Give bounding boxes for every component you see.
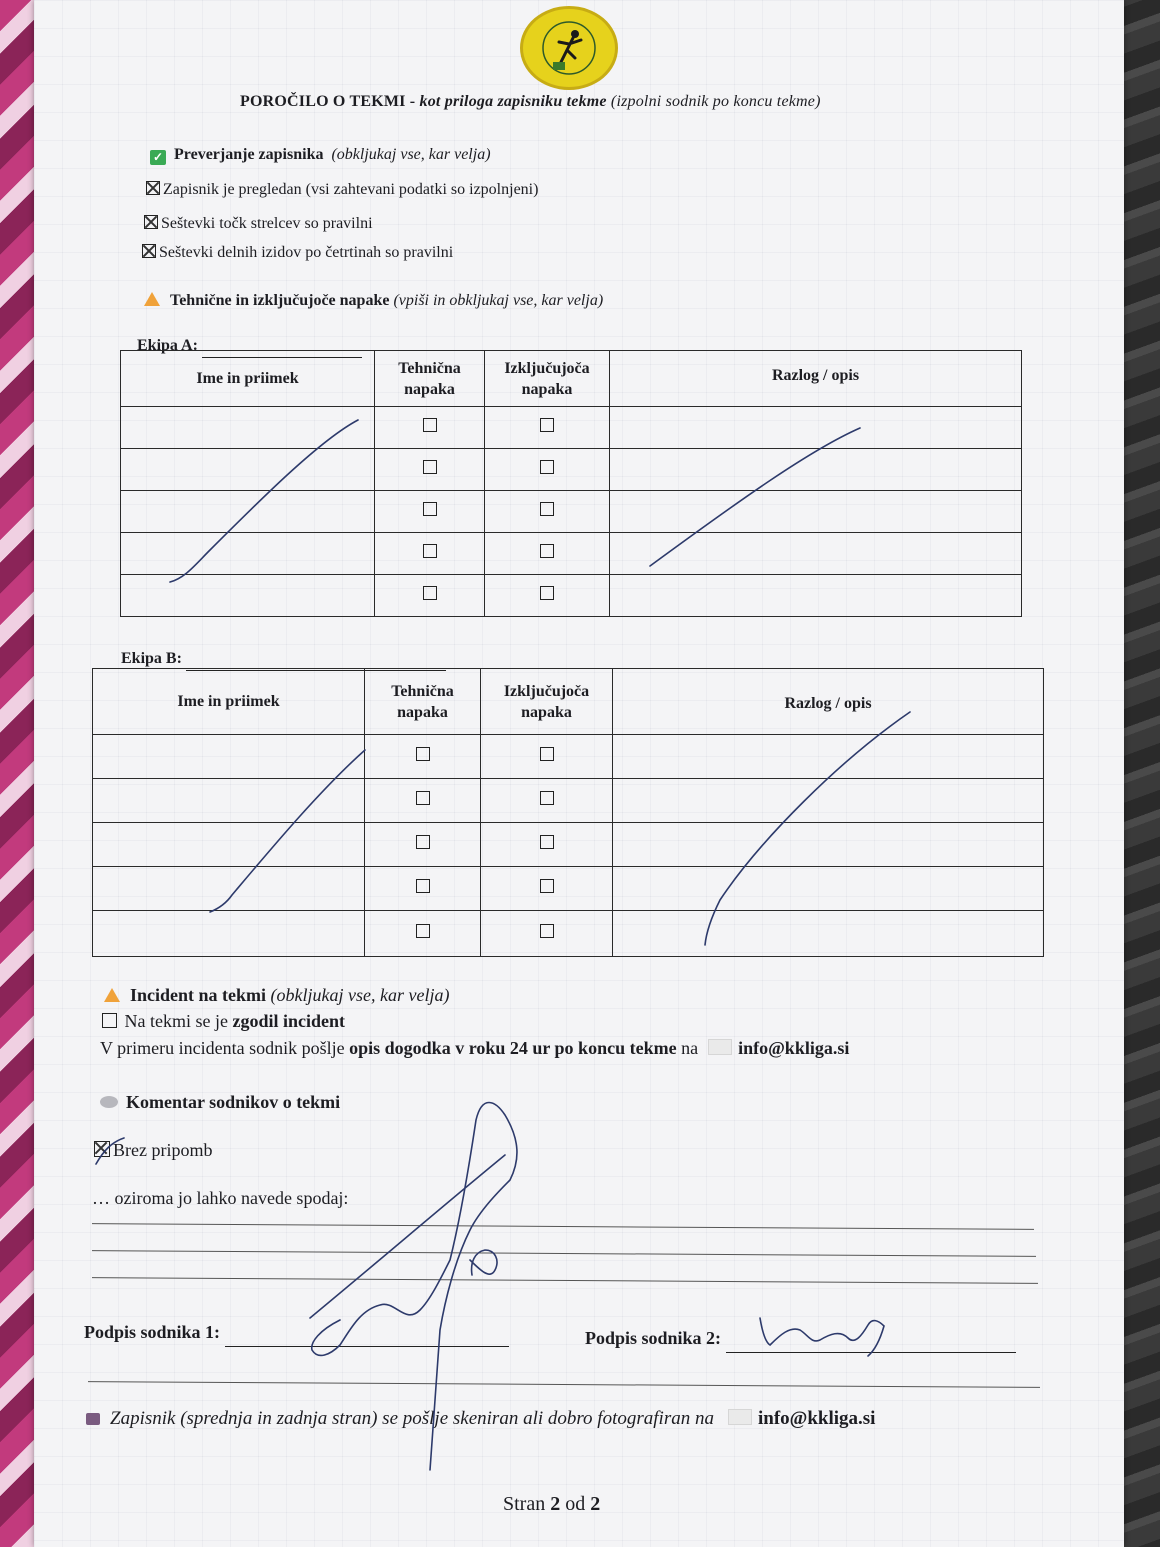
reason-cell[interactable] <box>610 533 1022 575</box>
col-tech-header: Tehnična napaka <box>375 351 485 407</box>
table-row <box>93 779 1044 823</box>
name-cell[interactable] <box>121 407 375 449</box>
tech-cell[interactable] <box>365 779 481 823</box>
checkbox-icon[interactable] <box>540 835 554 849</box>
tech-cell[interactable] <box>375 449 485 491</box>
envelope-icon <box>728 1409 752 1425</box>
signature-2-field[interactable] <box>726 1331 1016 1353</box>
check-item-2-label: Seštevki točk strelcev so pravilni <box>161 215 373 232</box>
speech-bubble-icon <box>100 1096 118 1108</box>
checkbox-checked-icon[interactable] <box>142 244 156 258</box>
team-a-label-text: Ekipa A: <box>137 337 198 354</box>
incident-title: Incident na tekmi <box>130 985 267 1005</box>
title-main: POROČILO O TEKMI - <box>240 93 420 110</box>
checkbox-icon[interactable] <box>540 879 554 893</box>
table-header-row <box>121 351 1022 407</box>
table-row <box>121 449 1022 491</box>
envelope-icon <box>708 1039 732 1055</box>
signature-2-row <box>585 1328 1016 1353</box>
basketball-player-icon <box>539 18 599 78</box>
incident-note-post: na <box>676 1038 699 1058</box>
warning-icon <box>104 988 120 1002</box>
check-item-2[interactable] <box>144 215 373 233</box>
reason-cell[interactable] <box>610 575 1022 617</box>
check-section-subtitle: (obkljukaj vse, kar velja) <box>331 146 491 163</box>
checkbox-icon[interactable] <box>416 747 430 761</box>
table-row <box>93 823 1044 867</box>
excl-cell[interactable] <box>481 823 613 867</box>
incident-heading <box>104 985 449 1006</box>
excl-cell[interactable] <box>481 911 613 957</box>
table-row <box>121 575 1022 617</box>
signature-2-label: Podpis sodnika 2: <box>585 1328 722 1348</box>
comments-prompt-text: … oziroma jo lahko navede spodaj: <box>92 1188 349 1208</box>
col-reason-header: Razlog / opis <box>610 351 1022 407</box>
table-row <box>93 735 1044 779</box>
reason-cell[interactable] <box>613 911 1044 957</box>
reason-cell[interactable] <box>613 735 1044 779</box>
checkbox-icon[interactable] <box>423 502 437 516</box>
tech-cell[interactable] <box>375 575 485 617</box>
excl-cell[interactable] <box>485 407 610 449</box>
name-cell[interactable] <box>121 533 375 575</box>
reason-cell[interactable] <box>610 491 1022 533</box>
league-logo <box>520 6 618 90</box>
signature-1-field[interactable] <box>225 1325 509 1347</box>
check-item-1-label: Zapisnik je pregledan (vsi zahtevani podatki so izpolnjeni) <box>163 181 539 198</box>
team-b-fouls-table <box>92 668 1044 957</box>
incident-note-text: V primeru incidenta sodnik pošlje <box>100 1038 350 1058</box>
warning-icon <box>144 292 160 306</box>
send-note-email[interactable]: info@kkliga.si <box>757 1408 876 1429</box>
reason-cell[interactable] <box>610 449 1022 491</box>
name-cell[interactable] <box>93 823 365 867</box>
incident-checkbox-bold: zgodil incident <box>232 1011 345 1031</box>
table-row <box>93 911 1044 957</box>
checkbox-icon[interactable] <box>540 502 554 516</box>
comments-prompt <box>92 1188 348 1209</box>
incident-checkbox-row[interactable] <box>102 1011 345 1032</box>
table-row <box>121 407 1022 449</box>
incident-subtitle: (obkljukaj vse, kar velja) <box>270 985 450 1005</box>
comments-heading <box>100 1092 340 1113</box>
reason-cell[interactable] <box>613 779 1044 823</box>
col-name-header: Ime in priimek <box>93 669 365 735</box>
page-current: 2 <box>550 1493 561 1515</box>
name-cell[interactable] <box>93 911 365 957</box>
excl-cell[interactable] <box>481 779 613 823</box>
tech-cell[interactable] <box>365 911 481 957</box>
check-section-title: Preverjanje zapisnika <box>174 146 324 163</box>
check-item-3[interactable] <box>142 244 453 262</box>
checkbox-checked-icon[interactable] <box>146 181 160 195</box>
checkbox-icon[interactable] <box>423 418 437 432</box>
checkbox-icon[interactable] <box>540 791 554 805</box>
check-box-icon: ✓ <box>150 150 166 165</box>
page-total: 2 <box>590 1493 601 1515</box>
tech-cell[interactable] <box>375 491 485 533</box>
name-cell[interactable] <box>121 449 375 491</box>
reason-cell[interactable] <box>613 867 1044 911</box>
page-prefix: Stran <box>503 1493 551 1515</box>
excl-cell[interactable] <box>481 867 613 911</box>
fouls-section-heading <box>144 292 603 310</box>
tech-cell[interactable] <box>375 407 485 449</box>
check-item-1[interactable] <box>146 181 538 199</box>
name-cell[interactable] <box>121 575 375 617</box>
col-reason-header: Razlog / opis <box>613 669 1044 735</box>
tech-cell[interactable] <box>375 533 485 575</box>
check-section-heading <box>150 146 491 165</box>
checkbox-icon[interactable] <box>540 747 554 761</box>
incident-email[interactable]: info@kkliga.si <box>738 1038 850 1058</box>
camera-icon <box>86 1413 100 1425</box>
incident-checkbox-label: Na tekmi se je <box>124 1011 233 1031</box>
send-note <box>86 1408 875 1430</box>
col-excl-header: Izključujoča napaka <box>485 351 610 407</box>
fouls-section-subtitle: (vpiši in obkljukaj vse, kar velja) <box>393 292 604 309</box>
name-cell[interactable] <box>121 491 375 533</box>
checkbox-icon[interactable] <box>540 924 554 938</box>
send-note-text: Zapisnik (sprednja in zadnja stran) se pošlje skeniran ali dobro fotografiran na <box>110 1408 714 1429</box>
checkbox-icon[interactable] <box>416 791 430 805</box>
checkbox-icon[interactable] <box>423 460 437 474</box>
checkbox-icon[interactable] <box>416 879 430 893</box>
incident-checkbox[interactable] <box>102 1013 117 1028</box>
checkbox-icon[interactable] <box>540 460 554 474</box>
signature-1-row <box>84 1322 509 1347</box>
no-remarks-label: Brez pripomb <box>113 1140 213 1160</box>
team-b-label-text: Ekipa B: <box>121 650 182 667</box>
title-emphasis: kot priloga zapisniku tekme <box>419 93 607 110</box>
name-cell[interactable] <box>93 735 365 779</box>
tech-cell[interactable] <box>365 867 481 911</box>
no-remarks-checkbox[interactable] <box>94 1141 110 1157</box>
fouls-section-title: Tehnične in izključujoče napake <box>170 292 390 309</box>
page-separator: od <box>560 1493 591 1515</box>
excl-cell[interactable] <box>481 735 613 779</box>
excl-cell[interactable] <box>485 491 610 533</box>
col-excl-header: Izključujoča napaka <box>481 669 613 735</box>
col-name-header: Ime in priimek <box>121 351 375 407</box>
excl-cell[interactable] <box>485 575 610 617</box>
name-cell[interactable] <box>93 867 365 911</box>
title-note: (izpolni sodnik po koncu tekme) <box>606 93 821 110</box>
reason-cell[interactable] <box>613 823 1044 867</box>
incident-note <box>100 1038 849 1059</box>
tech-cell[interactable] <box>365 823 481 867</box>
checkbox-icon[interactable] <box>540 418 554 432</box>
excl-cell[interactable] <box>485 449 610 491</box>
checkbox-icon[interactable] <box>540 544 554 558</box>
checkbox-icon[interactable] <box>423 544 437 558</box>
comments-title: Komentar sodnikov o tekmi <box>126 1092 341 1112</box>
name-cell[interactable] <box>93 779 365 823</box>
table-header-row <box>93 669 1044 735</box>
check-item-3-label: Seštevki delnih izidov po četrtinah so pravilni <box>159 244 454 261</box>
checkbox-checked-icon[interactable] <box>144 215 158 229</box>
checkbox-icon[interactable] <box>540 586 554 600</box>
checkbox-icon[interactable] <box>416 835 430 849</box>
checkbox-icon[interactable] <box>416 924 430 938</box>
page-number <box>503 1493 600 1516</box>
team-a-fouls-table <box>120 350 1022 617</box>
col-tech-header: Tehnična napaka <box>365 669 481 735</box>
signature-1-label: Podpis sodnika 1: <box>84 1322 221 1342</box>
table-row <box>93 867 1044 911</box>
checkbox-icon[interactable] <box>423 586 437 600</box>
report-title <box>240 93 821 111</box>
no-remarks-row[interactable] <box>94 1140 212 1161</box>
table-row <box>121 491 1022 533</box>
reason-cell[interactable] <box>610 407 1022 449</box>
table-row <box>121 533 1022 575</box>
excl-cell[interactable] <box>485 533 610 575</box>
incident-note-bold: opis dogodka v roku 24 ur po koncu tekme <box>349 1038 677 1058</box>
tech-cell[interactable] <box>365 735 481 779</box>
